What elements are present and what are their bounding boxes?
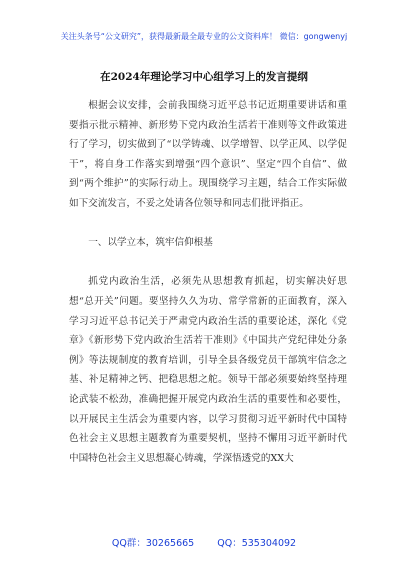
section-paragraph: 抓党内政治生活，必须先从思想教育抓起，切实解决好思想“总开关”问题。要坚持久久为功、常学常新的正面教育，深入学习习近平总书记关于严肃党内政治生活的重要论述，深化《党章》《新形势下党内政治生活若干准则》《中国共产党纪律处分条例》等法规制度的教育培训，引导全县各级党员干部筑牢信念之基、补足精神之钙、把稳思想之舵。领导干部必须要始终坚持理论武装不松劲，准确把握开展党内政治生活的重要性和必要性，以开展民主生活会为重要内容，以学习贯彻习近平新时代中国特色社会主义思想主题教育为重要契机，坚持不懈用习近平新时代中国特色社会主义思想凝心铸魂，学深悟透党的XX大: [69, 276, 347, 464]
intro-paragraph: 根据会议安排，会前我围绕习近平总书记近期重要讲话和重要指示批示精神、新形势下党内政治生活若干准则等文件政策进行了学习，切实做到了“以学铸魂、以学增智、以学正风、以学促干”，将自身工作落实到增强“四个意识”、坚定“四个自信”、做到“两个维护”的实际行动上。现围绕学习主题，结合工作实际做如下交流发言，不妥之处请各位领导和同志们批评指正。: [69, 100, 347, 209]
section-heading: 一、以学立本，筑牢信仰根基: [88, 237, 213, 249]
document-title: 在2024年理论学习中心组学习上的发言提纲: [100, 71, 308, 83]
document-body: [69, 96, 347, 468]
footer-contact: [0, 535, 408, 549]
footer-qq-group: QQ群：30265665: [111, 538, 195, 549]
paragraph-gap: [69, 253, 347, 273]
header-promo-text: 关注头条号“公文研究”，获得最新最全最专业的公文资料库！ 微信：gongwenyj: [60, 32, 348, 41]
footer-qq: QQ：535304092: [217, 538, 297, 549]
paragraph-gap: [69, 214, 347, 234]
